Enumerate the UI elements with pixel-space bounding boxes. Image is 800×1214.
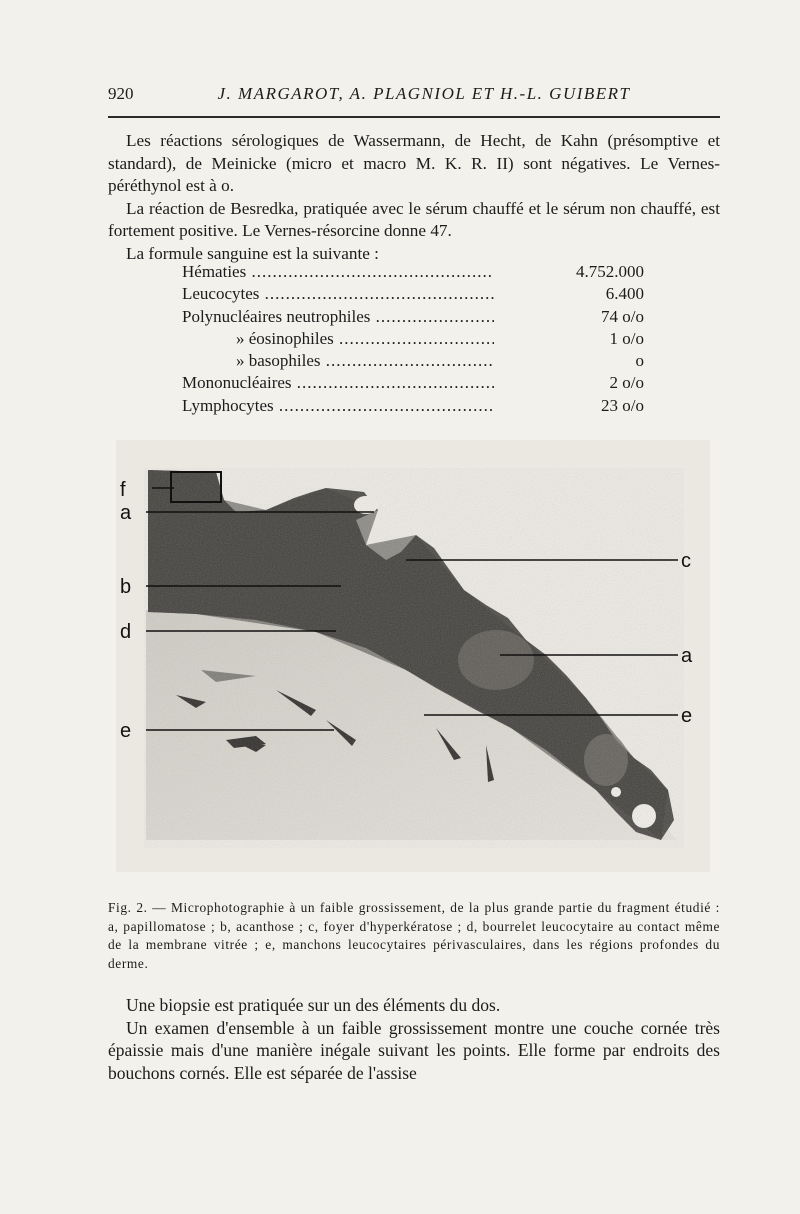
formula-label: Polynucléaires neutrophiles ..... <box>182 306 494 328</box>
paragraph: Un examen d'ensemble à un faible grossissement montre une couche cornée très épaissie mais d'une manière inégale suivant les points. Elle forme par endroits des bouchons cornés. Elle est séparée de l'assise <box>108 1017 720 1083</box>
formula-value: 23 o/o <box>601 395 644 415</box>
figure-label-left: f <box>120 479 126 501</box>
figure-label-left: a <box>120 502 132 524</box>
micrograph-image <box>116 440 710 872</box>
paragraph: Une biopsie est pratiquée sur un des éléments du dos. <box>126 995 501 1015</box>
figure-caption: Fig. 2. — Microphotographie à un faible grossissement, de la plus grande partie du fragment étudié : a, papillomatose ; b, acanthose ; c, foyer d'hyperkératose ; d, bourrelet leucocytaire au contact même de la membrane vitrée ; e, manchons leucocytaires périvasculaires, dans les régions profondes du derme. <box>108 900 720 971</box>
formula-value: 74 o/o <box>601 306 644 326</box>
text-block-bottom <box>108 994 720 1084</box>
figure-label-right: c <box>681 550 691 572</box>
micrograph-figure <box>116 440 710 872</box>
formula-value: 4.752.000 <box>576 262 644 281</box>
formula-row <box>182 306 644 328</box>
formula-row <box>182 395 644 417</box>
formula-row <box>182 261 644 283</box>
formula-label: Lymphocytes ..... <box>182 395 494 417</box>
paragraph: La formule sanguine est la suivante : <box>126 243 379 263</box>
formula-label: » basophiles ..... <box>182 350 494 372</box>
paragraph: La réaction de Besredka, pratiquée avec le sérum chauffé et le sérum non chauffé, est fortement positive. Le Vernes-résorcine donne 47. <box>108 198 720 240</box>
page-number: 920 <box>108 84 134 103</box>
formula-value: 2 o/o <box>609 373 644 393</box>
formula-value: o <box>635 351 644 371</box>
text-block-top <box>108 130 720 265</box>
running-title: J. MARGAROT, A. PLAGNIOL ET H.-L. GUIBERT <box>217 84 631 103</box>
header-rule <box>108 116 720 118</box>
formula-value: 1 o/o <box>609 328 644 348</box>
figure-label-left: d <box>120 621 132 643</box>
formula-label: » éosinophiles ..... <box>182 328 494 350</box>
running-head <box>108 84 720 104</box>
figure-label-right: e <box>681 705 693 727</box>
figure-label-left: b <box>120 576 132 598</box>
figure-label-left: e <box>120 720 132 742</box>
formula-row <box>182 372 644 394</box>
paragraph: Les réactions sérologiques de Wassermann, de Hecht, de Kahn (présomptive et standard), de Meinicke (micro et macro M. K. R. II) sont négatives. Le Vernes-péréthynol est à o. <box>108 131 720 195</box>
formula-label: Mononucléaires ..... <box>182 372 494 394</box>
figure-label-right: a <box>681 645 693 667</box>
formula-label: Hématies ..... <box>182 261 494 283</box>
blood-formula-table <box>182 261 644 417</box>
formula-row <box>182 350 644 372</box>
formula-row <box>182 283 644 305</box>
formula-label: Leucocytes ..... <box>182 283 494 305</box>
formula-value: 6.400 <box>605 284 644 304</box>
formula-row <box>182 328 644 350</box>
